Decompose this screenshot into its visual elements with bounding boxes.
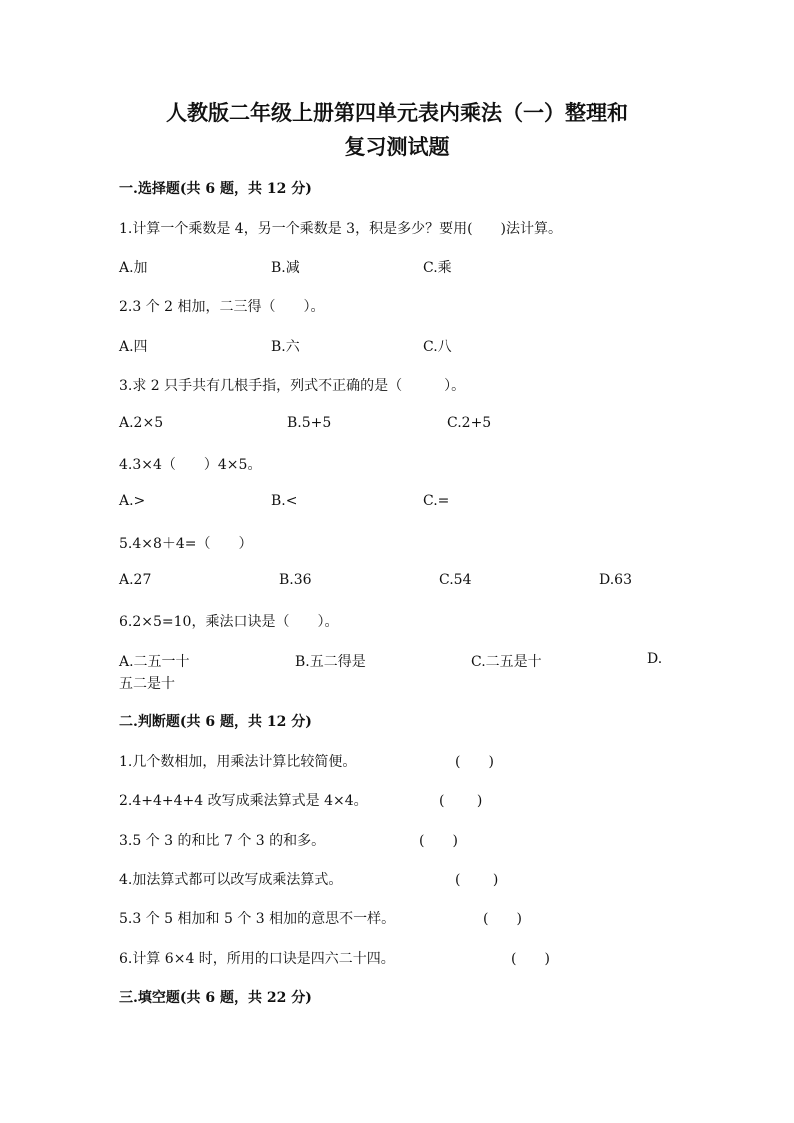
choice-q4-option-b: B.< [271, 493, 298, 509]
choice-q3-option-b: B.5+5 [287, 415, 332, 431]
judge-q3-paren: ( ) [419, 833, 458, 849]
choice-q3-option-c: C.2+5 [447, 415, 492, 431]
choice-question-4: 4.3×4（ ）4×5。 [119, 457, 262, 473]
choice-q2-option-b: B.六 [271, 339, 300, 355]
judge-q1-paren: ( ) [455, 754, 494, 770]
choice-q2-option-c: C.八 [423, 339, 452, 355]
choice-q4-option-c: C.= [423, 493, 450, 509]
judge-question-1: 1.几个数相加，用乘法计算比较简便。 [119, 754, 357, 770]
choice-q5-option-a: A.27 [119, 572, 152, 588]
judge-q4-paren: ( ) [455, 872, 499, 888]
choice-q1-option-a: A.加 [119, 260, 148, 276]
choice-q3-option-a: A.2×5 [119, 415, 164, 431]
judge-question-5: 5.3 个 5 相加和 5 个 3 相加的意思不一样。 [119, 911, 396, 927]
judge-question-6: 6.计算 6×4 时，所用的口诀是四六二十四。 [119, 951, 395, 967]
section-heading-choice: 一.选择题(共 6 题，共 12 分) [119, 181, 312, 197]
choice-q1-option-c: C.乘 [423, 260, 452, 276]
judge-question-3: 3.5 个 3 的和比 7 个 3 的和多。 [119, 833, 326, 849]
choice-q6-option-a: A.二五一十 [119, 654, 190, 670]
choice-q6-option-d-text: 五二是十 [119, 676, 175, 692]
page-title-line1: 人教版二年级上册第四单元表内乘法（一）整理和 [166, 100, 628, 125]
judge-question-2: 2.4+4+4+4 改写成乘法算式是 4×4。 [119, 793, 368, 809]
choice-question-1: 1.计算一个乘数是 4，另一个乘数是 3，积是多少？要用( )法计算。 [119, 221, 562, 237]
choice-question-5: 5.4×8＋4=（ ） [119, 536, 253, 552]
choice-question-3: 3.求 2 只手共有几根手指，列式不正确的是（ ）。 [119, 378, 466, 394]
page-title-line2: 复习测试题 [344, 134, 450, 159]
choice-question-6: 6.2×5=10，乘法口诀是（ ）。 [119, 614, 339, 630]
choice-q5-option-d: D.63 [599, 572, 632, 588]
choice-q6-option-b: B.五二得是 [295, 654, 366, 670]
section-heading-fill: 三.填空题(共 6 题，共 22 分) [119, 990, 312, 1006]
choice-q6-option-c: C.二五是十 [471, 654, 542, 670]
judge-q6-paren: ( ) [511, 951, 550, 967]
choice-q2-option-a: A.四 [119, 339, 148, 355]
choice-q1-option-b: B.减 [271, 260, 300, 276]
choice-question-2: 2.3 个 2 相加，二三得（ ）。 [119, 299, 325, 315]
section-heading-judge: 二.判断题(共 6 题，共 12 分) [119, 714, 312, 730]
choice-q5-option-b: B.36 [279, 572, 312, 588]
choice-q4-option-a: A.> [119, 493, 146, 509]
judge-question-4: 4.加法算式都可以改写成乘法算式。 [119, 872, 343, 888]
choice-q6-option-d: D. [647, 651, 663, 667]
judge-q5-paren: ( ) [483, 911, 522, 927]
choice-q5-option-c: C.54 [439, 572, 472, 588]
judge-q2-paren: ( ) [439, 793, 483, 809]
